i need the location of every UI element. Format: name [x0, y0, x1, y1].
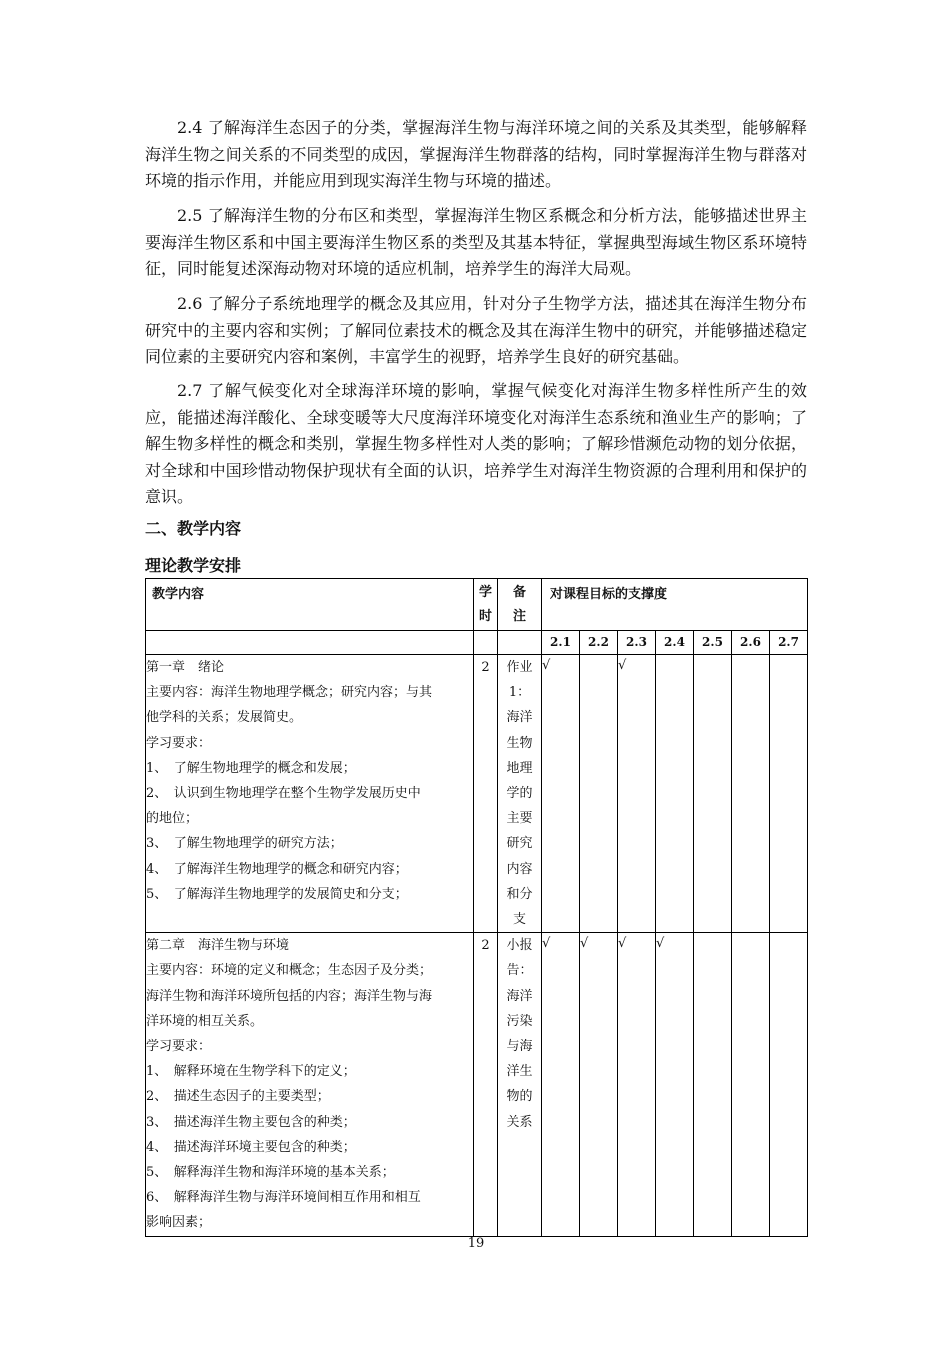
content-line: 1、 了解生物地理学的概念和发展； — [146, 760, 356, 776]
content-line: 5、 解释海洋生物和海洋环境的基本关系； — [146, 1165, 395, 1181]
chapter-1-check-2-3: √ — [618, 655, 656, 933]
chapter-1-content — [146, 655, 474, 933]
chapter-1-check-2-1: √ — [542, 655, 580, 933]
content-line: 2、 认识到生物地理学在整个生物学发展历史中 — [146, 786, 421, 802]
content-line: 的地位； — [146, 811, 199, 827]
header-note — [498, 579, 542, 631]
header-note-char-1: 备 — [512, 585, 526, 600]
header-content — [146, 579, 474, 631]
note-line: 关系 — [506, 1114, 533, 1130]
chapter-2-hours: 2 — [474, 933, 498, 1236]
content-line: 4、 了解海洋生物地理学的概念和研究内容； — [146, 861, 408, 877]
content-line: 2、 描述生态因子的主要类型； — [146, 1089, 330, 1105]
note-line: 主要 — [506, 811, 533, 827]
objective-2-2: 2.2 — [580, 631, 618, 655]
objective-paragraph-2-7: 2.7 了解气候变化对全球海洋环境的影响，掌握气候变化对海洋生物多样性所产生的效应，能描述海洋酸化、全球变暖等大尺度海洋环境变化对海洋生态系统和渔业生产的影响；了解生物多样性的概念和类别，掌握生物多样性对人类的影响；了解珍惜濒危动物的划分依据，对全球和中国珍惜动物保护现状有全面的认识，培养学生对海洋生物资源的合理利用和保护的意识。 — [145, 381, 807, 506]
content-line: 他学科的关系；发展简史。 — [146, 710, 303, 726]
note-line: 内容 — [506, 861, 533, 877]
objective-2-5: 2.5 — [694, 631, 732, 655]
content-line: 主要内容：海洋生物地理学概念；研究内容；与其 — [146, 685, 433, 701]
chapter-1-check-2-4 — [656, 655, 694, 933]
section-title: 二、教学内容 — [145, 519, 242, 538]
note-line: 1： — [508, 685, 531, 701]
content-line: 1、 解释环境在生物学科下的定义； — [146, 1064, 356, 1080]
chapter-1-note — [498, 655, 542, 933]
chapter-2-check-2-2: √ — [580, 933, 618, 1236]
note-line: 研究 — [506, 836, 533, 852]
note-line: 洋生 — [506, 1064, 533, 1080]
chapter-2-check-2-7 — [770, 933, 808, 1236]
chapter-2-check-2-5 — [694, 933, 732, 1236]
chapter-2-content — [146, 933, 474, 1236]
chapter-1-check-2-5 — [694, 655, 732, 933]
content-line: 第一章 绪论 — [146, 660, 225, 675]
note-line: 物的 — [506, 1089, 533, 1105]
objective-row-blank-note — [498, 631, 542, 655]
teaching-schedule-table — [145, 578, 808, 1237]
note-line: 与海 — [506, 1039, 533, 1055]
note-line: 学的 — [506, 786, 533, 802]
header-support — [542, 579, 808, 631]
chapter-1-hours: 2 — [474, 655, 498, 933]
content-line: 学习要求： — [146, 735, 212, 751]
objective-paragraph-2-5: 2.5 了解海洋生物的分布区和类型，掌握海洋生物区系概念和分析方法，能够描述世界主要海洋生物区系和中国主要海洋生物区系的类型及其基本特征，掌握典型海域生物区系环境特征，同时能复述深海动物对环境的适应机制，培养学生的海洋大局观。 — [145, 206, 807, 278]
subsection-title: 理论教学安排 — [145, 556, 242, 575]
content-line: 3、 了解生物地理学的研究方法； — [146, 836, 343, 852]
chapter-1-check-2-6 — [732, 655, 770, 933]
content-line: 6、 解释海洋生物与海洋环境间相互作用和相互 — [146, 1190, 421, 1206]
note-line: 海洋 — [506, 988, 533, 1004]
content-line: 5、 了解海洋生物地理学的发展简史和分支； — [146, 886, 408, 902]
header-hours-char-2: 时 — [478, 609, 492, 624]
note-line: 生物 — [506, 735, 533, 751]
note-line: 告： — [506, 963, 533, 979]
content-line: 影响因素； — [146, 1215, 212, 1231]
header-content-label: 教学内容 — [152, 587, 205, 602]
objective-2-6: 2.6 — [732, 631, 770, 655]
objective-row-blank-hours — [474, 631, 498, 655]
table-row — [146, 933, 808, 1236]
header-hours-char-1: 学 — [478, 585, 492, 600]
content-line: 第二章 海洋生物与环境 — [146, 938, 290, 954]
header-note-char-2: 注 — [512, 609, 526, 624]
page-number: 19 — [467, 1236, 485, 1251]
content-line: 主要内容：环境的定义和概念；生态因子及分类； — [146, 963, 433, 979]
note-line: 小报 — [506, 938, 533, 954]
chapter-1-check-2-7 — [770, 655, 808, 933]
chapter-2-check-2-1: √ — [542, 933, 580, 1236]
content-line: 海洋生物和海洋环境所包括的内容；海洋生物与海 — [146, 988, 433, 1004]
note-line: 作业 — [506, 660, 533, 675]
table-header-row — [146, 579, 808, 631]
objective-paragraph-2-4: 2.4 了解海洋生态因子的分类，掌握海洋生物与海洋环境之间的关系及其类型，能够解释海洋生物之间关系的不同类型的成因，掌握海洋生物群落的结构，同时掌握海洋生物与群落对环境的指示作用，并能应用到现实海洋生物与环境的描述。 — [145, 118, 807, 190]
objective-paragraph-2-6: 2.6 了解分子系统地理学的概念及其应用，针对分子生物学方法，描述其在海洋生物分布研究中的主要内容和实例；了解同位素技术的概念及其在海洋生物中的研究，并能够描述稳定同位素的主要研究内容和案例，丰富学生的视野，培养学生良好的研究基础。 — [145, 294, 807, 366]
chapter-2-check-2-3: √ — [618, 933, 656, 1236]
header-hours — [474, 579, 498, 631]
content-line: 4、 描述海洋环境主要包含的种类； — [146, 1139, 356, 1155]
objective-2-3: 2.3 — [618, 631, 656, 655]
chapter-2-check-2-4: √ — [656, 933, 694, 1236]
content-line: 3、 描述海洋生物主要包含的种类； — [146, 1114, 356, 1130]
objective-2-4: 2.4 — [656, 631, 694, 655]
note-line: 地理 — [506, 760, 533, 776]
note-line: 海洋 — [506, 710, 533, 726]
content-line: 学习要求： — [146, 1039, 212, 1055]
note-line: 支 — [512, 912, 526, 928]
content-line: 洋环境的相互关系。 — [146, 1013, 264, 1029]
objective-2-1: 2.1 — [542, 631, 580, 655]
table-row — [146, 655, 808, 933]
chapter-2-note — [498, 933, 542, 1236]
objective-2-7: 2.7 — [770, 631, 808, 655]
chapter-2-check-2-6 — [732, 933, 770, 1236]
chapter-1-check-2-2 — [580, 655, 618, 933]
header-support-label: 对课程目标的支撑度 — [550, 587, 668, 602]
objective-number-row — [146, 631, 808, 655]
note-line: 污染 — [506, 1013, 533, 1029]
note-line: 和分 — [506, 886, 533, 902]
objective-row-blank-content — [146, 631, 474, 655]
